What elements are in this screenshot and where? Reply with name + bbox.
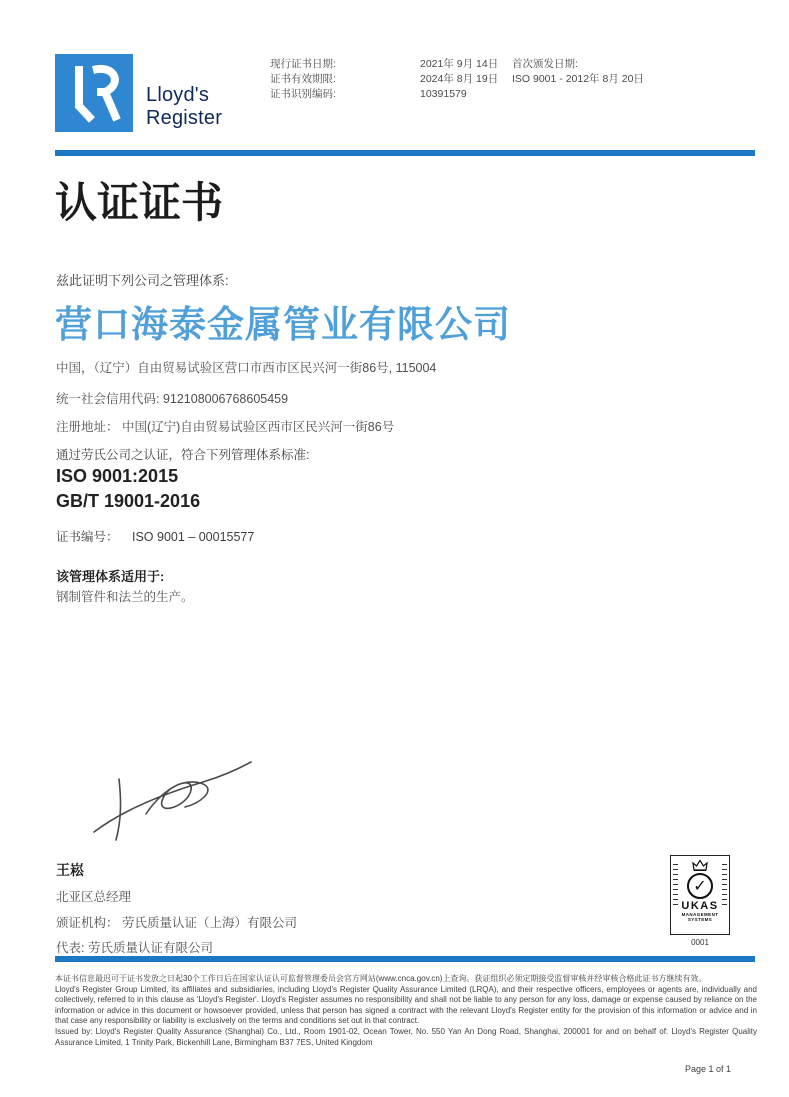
certificate-number-line [56, 527, 254, 545]
footer-en-disclaimer: Lloyd's Register Group Limited, its affiliates and subsidiaries, including Lloyd's Register Quality Assurance Limited (LRQA), and their respective officers, employees or agents are, individually and collectively, referred to in this clause as 'Lloyd's Register'. Lloyd's Register assumes no responsibility and shall not be liable to any person for any loss, damage or expense caused by reliance on the information or advice in this document or howsoever provided, unless that person has signed a contract with the relevant Lloyd's Register entity for the provision of this information or advice and in that case any responsibility or liability is exclusively on the terms and conditions set out in that contract. [55, 984, 757, 1026]
crown-icon [691, 859, 709, 872]
company-address: 中国，（辽宁）自由贸易试验区营口市西市区民兴河一街86号, 115004 [56, 361, 437, 375]
meta-labels [270, 57, 336, 102]
first-issue-label: 首次颁发日期: [512, 58, 578, 70]
footer-divider-bar [55, 956, 755, 962]
handwritten-signature-icon [88, 752, 258, 847]
ukas-ticks-right-icon [722, 864, 727, 908]
company-name: 营口海泰金属管业有限公司 [55, 304, 511, 345]
standard-iso9001: ISO 9001:2015 [56, 466, 179, 486]
scope-text: 钢制管件和法兰的生产。 [56, 590, 194, 604]
signatory-name: 王崧 [56, 862, 84, 878]
approval-line: 通过劳氏公司之认证，符合下列管理体系标准: [56, 448, 310, 462]
current-cert-date-value: 2021年 9月 14日 [420, 58, 499, 70]
signatory-title: 北亚区总经理 [56, 890, 132, 904]
ukas-box [670, 855, 730, 935]
checkmark-circle-icon [687, 873, 713, 899]
registered-address: 注册地址： 中国(辽宁)自由贸易试验区西市区民兴河一街86号 [56, 420, 395, 434]
expiry-label: 证书有效期限: [270, 73, 336, 85]
certify-line: 兹此证明下列公司之管理体系: [56, 273, 229, 288]
brand-name [146, 84, 222, 130]
on-behalf-line: 代表: 劳氏质量认证有限公司 [56, 941, 213, 955]
first-issue-value: ISO 9001 - 2012年 8月 20日 [512, 73, 644, 85]
meta-values [420, 57, 498, 102]
first-issue-block [512, 57, 644, 87]
social-credit-code: 统一社会信用代码: 912108006768605459 [56, 392, 289, 406]
footer-issued-by: Issued by: Lloyd's Register Quality Assurance (Shanghai) Co., Ltd., Room 1901-02, Ocean Tower, No. 550 Yan An Dong Road, Shanghai, 200001 for and on behalf of: Lloyd's Register Quality Assurance Limited, 1 Trinity Park, Bickenhill Lane, Birmingham B37 7ES, United Kingdom [55, 1026, 757, 1047]
footer-legal-text [55, 974, 757, 1048]
lloyds-register-logo [55, 54, 133, 132]
standard-gbt19001: GB/T 19001-2016 [56, 491, 201, 511]
ukas-subtitle-2: SYSTEMS [687, 917, 713, 922]
signature-image [88, 752, 258, 852]
brand-line2: Register [146, 107, 223, 129]
ukas-wordmark: UKAS [681, 900, 719, 912]
ukas-ticks-left-icon [673, 864, 678, 908]
expiry-value: 2024年 8月 19日 [420, 73, 499, 85]
certificate-number-label: 证书编号： [56, 530, 119, 544]
header-divider-bar [55, 150, 755, 156]
footer-cn-notice: 本证书信息最迟可于证书发放之日起30个工作日后在国家认证认可监督管理委员会官方网站(www.cnca.gov.cn)上查询。获证组织必须定期接受监督审核并经审核合格此证书方继续有效。 [55, 974, 707, 983]
brand-line1: Lloyd's [146, 84, 210, 106]
ukas-accreditation-mark [668, 855, 732, 947]
cert-id-value: 10391579 [420, 88, 467, 100]
issuing-body-line: 颁证机构： 劳氏质量认证（上海）有限公司 [56, 916, 297, 930]
scope-heading: 该管理体系适用于: [56, 569, 165, 584]
ukas-number: 0001 [691, 938, 709, 947]
current-cert-date-label: 现行证书日期: [270, 58, 336, 70]
cert-id-label: 证书识别编码: [270, 88, 336, 100]
checkmark-glyph: ✓ [693, 878, 707, 895]
lr-monogram-icon [55, 54, 133, 132]
page-title: 认证证书 [55, 178, 224, 227]
certificate-number-value: ISO 9001 – 00015577 [132, 530, 255, 544]
page-number: Page 1 of 1 [684, 1064, 731, 1074]
ukas-subtitle-1: MANAGEMENT [681, 912, 719, 917]
